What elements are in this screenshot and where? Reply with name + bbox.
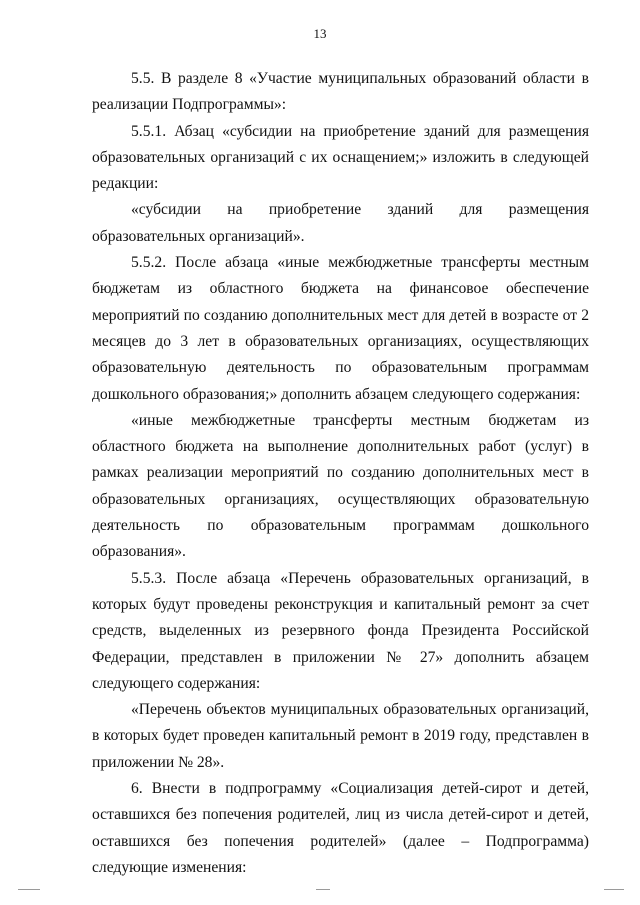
scan-speck bbox=[604, 889, 624, 890]
scan-speck bbox=[18, 889, 40, 890]
document-body bbox=[92, 66, 589, 881]
paragraph-5-5-2-quote: «иные межбюджетные трансферты местным бюджетам из областного бюджета на выполнение дополнительных работ (услуг) в рамках реализации мероприятий по созданию дополнительных мест в образовательных организациях, осуществляющих образовательную деятельность по образовательным программам дошкольного образования». bbox=[92, 411, 589, 561]
paragraph-5-5: 5.5. В разделе 8 «Участие муниципальных образований области в реализации Подпрограммы»: bbox=[92, 70, 589, 114]
scan-speck bbox=[316, 889, 330, 890]
paragraph-5-5-3: 5.5.3. После абзаца «Перечень образовательных организаций, в которых будут проведены реконструкция и капитальный ремонт за счет средств, выделенных из резервного фонда Президента Российской Федерации, представлен в приложении № 27» дополнить абзацем следующего содержания: bbox=[92, 569, 589, 692]
scan-artifacts bbox=[0, 889, 640, 897]
paragraph-5-5-2: 5.5.2. После абзаца «иные межбюджетные трансферты местным бюджетам из областного бюджета на финансовое обеспечение мероприятий по созданию дополнительных мест для детей в возрасте от 2 месяцев до 3 лет в образовательных организациях, осуществляющих образовательную деятельность по образовательным программам дошкольного образования;» дополнить абзацем следующего содержания: bbox=[92, 254, 589, 403]
page-number: 13 bbox=[313, 26, 327, 41]
paragraph-6: 6. Внести в подпрограмму «Социализация детей-сирот и детей, оставшихся без попечения родителей, лиц из числа детей-сирот и детей, оставшихся без попечения родителей» (далее – Подпрограмма) следующие изменения: bbox=[92, 780, 589, 876]
paragraph-5-5-3-quote: «Перечень объектов муниципальных образовательных организаций, в которых будет проведен капитальный ремонт в 2019 году, представлен в приложении № 28». bbox=[92, 701, 589, 771]
paragraph-5-5-1-quote: «субсидии на приобретение зданий для размещения образовательных организаций». bbox=[92, 201, 589, 245]
paragraph-5-5-1: 5.5.1. Абзац «субсидии на приобретение зданий для размещения образовательных организаций с их оснащением;» изложить в следующей редакции: bbox=[92, 122, 589, 193]
